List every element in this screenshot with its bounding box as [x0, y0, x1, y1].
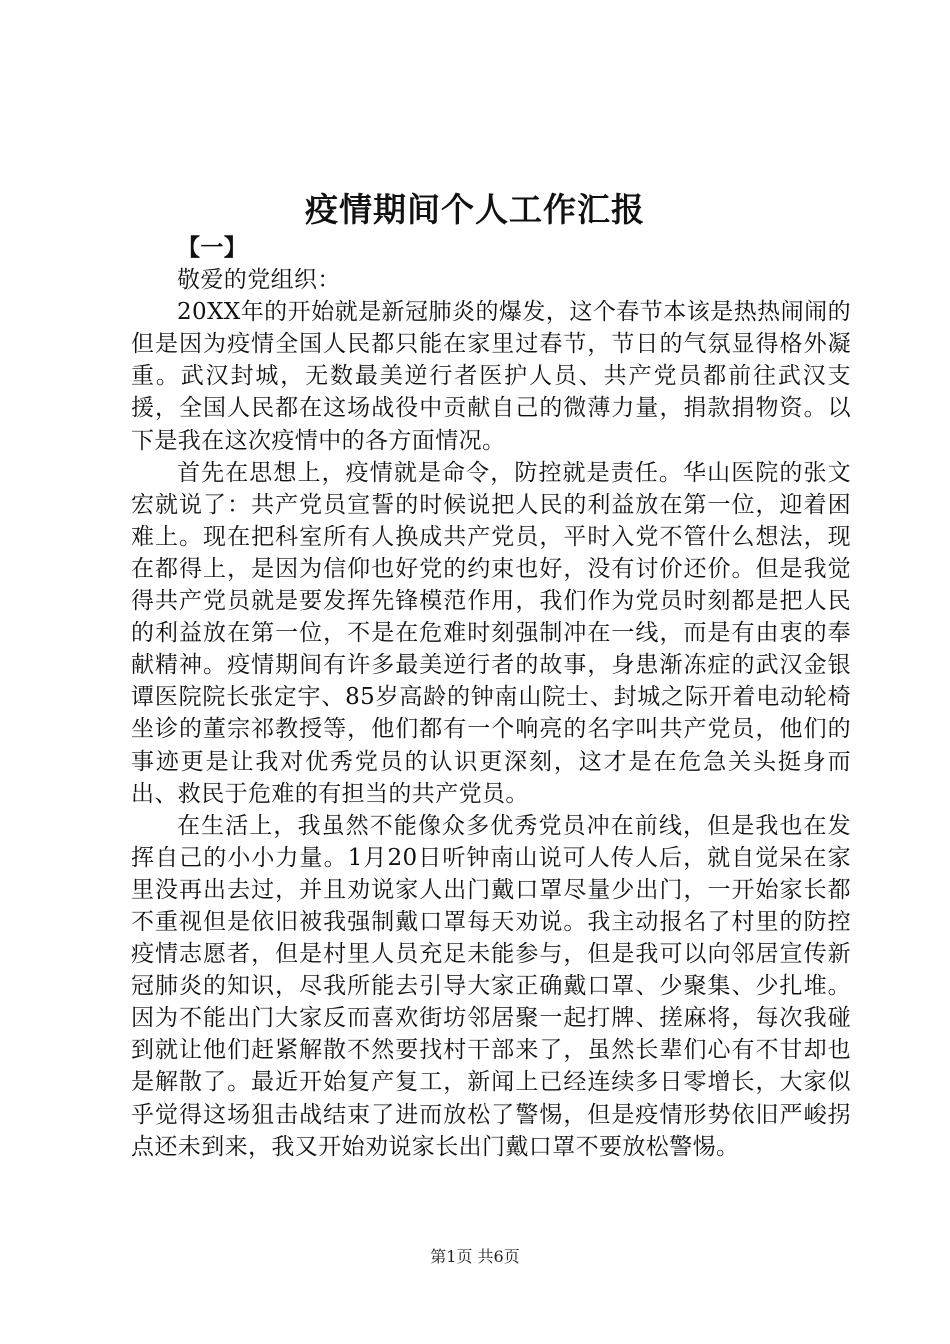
- document-body: [131, 232, 851, 1163]
- document-title: 疫情期间个人工作汇报: [305, 190, 645, 229]
- body-paragraph: 首先在思想上，疫情就是命令，防控就是责任。华山医院的张文宏就说了：共产党员宣誓的时候说把人民的利益放在第一位，迎着困难上。现在把科室所有人换成共产党员，平时入党不管什么想法，现在都得上，是因为信仰也好党的约束也好，没有讨价还价。但是我觉得共产党员就是要发挥先锋模范作用，我们作为党员时刻都是把人民的利益放在第一位，不是在危难时刻强制冲在一线，而是有由衷的奉献精神。疫情期间有许多最美逆行者的故事，身患渐冻症的武汉金银谭医院院长张定宇、85岁高龄的钟南山院士、封城之际开着电动轮椅坐诊的董宗祁教授等，他们都有一个响亮的名字叫共产党员，他们的事迹更是让我对优秀党员的认识更深刻，这才是在危急关头挺身而出、救民于危难的有担当的共产党员。: [131, 459, 851, 807]
- salutation: 敬爱的党组织：: [177, 267, 341, 294]
- section-heading: 【一】: [177, 234, 248, 261]
- body-paragraph: 20XX年的开始就是新冠肺炎的爆发，这个春节本该是热热闹闹的但是因为疫情全国人民都只能在家里过春节，节日的气氛显得格外凝重。武汉封城，无数最美逆行者医护人员、共产党员都前往武汉支援，全国人民都在这场战役中贡献自己的微薄力量，捐款捐物资。以下是我在这次疫情中的各方面情况。: [131, 299, 851, 454]
- body-paragraph: 在生活上，我虽然不能像众多优秀党员冲在前线，但是我也在发挥自己的小小力量。1月20日听钟南山说可人传人后，就自觉呆在家里没再出去过，并且劝说家人出门戴口罩尽量少出门，一开始家长都不重视但是依旧被我强制戴口罩每天劝说。我主动报名了村里的防控疫情志愿者，但是村里人员充足未能参与，但是我可以向邻居宣传新冠肺炎的知识，尽我所能去引导大家正确戴口罩、少聚集、少扎堆。因为不能出门大家反而喜欢街坊邻居聚一起打牌、搓麻将，每次我碰到就让他们赶紧解散不然要找村干部来了，虽然长辈们心有不甘却也是解散了。最近开始复产复工，新闻上已经连续多日零增长，大家似乎觉得这场狙击战结束了进而放松了警惕，但是疫情形势依旧严峻拐点还未到来，我又开始劝说家长出门戴口罩不要放松警惕。: [131, 812, 851, 1160]
- page-number-footer: 第1页 共6页: [430, 1247, 520, 1266]
